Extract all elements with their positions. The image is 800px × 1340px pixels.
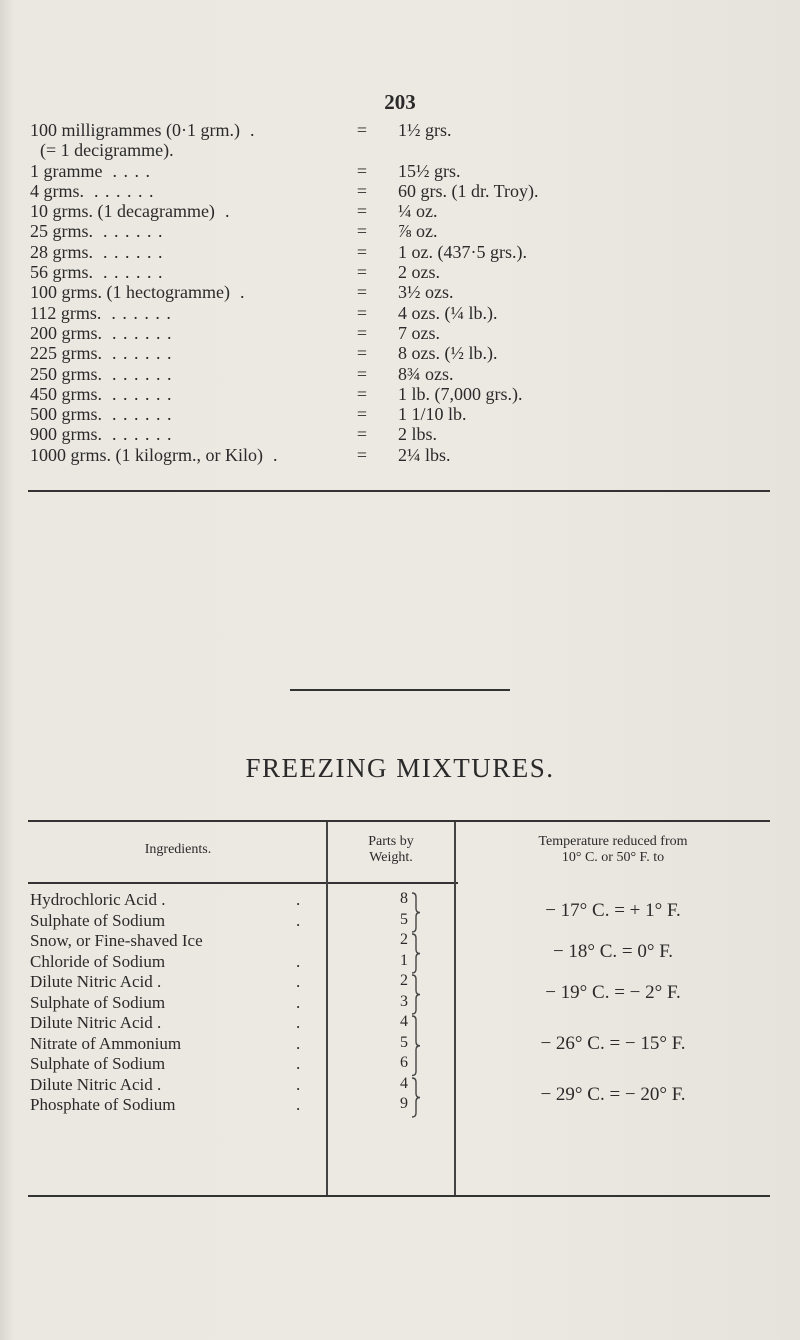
ingredient-name: Phosphate of Sodium [30, 1095, 176, 1114]
conversion-metric: 112 grms. [30, 302, 102, 323]
equals-sign: = [356, 424, 368, 445]
equals-sign: = [356, 322, 368, 343]
conversion-row [30, 323, 770, 343]
conversion-imperial: 1 lb. (7,000 grs.). [398, 383, 523, 404]
parts-by-weight: 5 [400, 1033, 408, 1051]
leader-dots: . . . . . . [112, 404, 173, 425]
temperature-reduction: − 29° C. = − 20° F. [540, 1084, 686, 1105]
conversion-imperial: 1½ grs. [398, 120, 452, 140]
parts-by-weight: 4 [400, 1074, 408, 1092]
parts-by-weight: 8 [400, 890, 408, 907]
parts-by-weight: 4 [400, 1013, 408, 1030]
conversion-row [30, 120, 770, 140]
header-temperature-line1: Temperature reduced from [538, 834, 688, 849]
leader-dot: . [296, 1013, 301, 1032]
table-bottom-rule [28, 1195, 770, 1197]
conversion-row [30, 364, 770, 384]
leader-dots: . . . . . . [112, 343, 173, 364]
header-parts [328, 834, 454, 866]
conversion-row [30, 161, 770, 181]
ingredient-name: Sulphate of Sodium [30, 992, 166, 1012]
leader-dot: . [296, 890, 301, 909]
equals-sign: = [356, 363, 368, 384]
table-top-rule [28, 820, 770, 822]
ingredient-name: Hydrochloric Acid . [30, 890, 166, 909]
conversion-row [30, 384, 770, 404]
column-divider [454, 822, 456, 1195]
leader-dots: . [239, 282, 246, 303]
conversion-metric: 500 grms. [30, 404, 102, 425]
equals-sign: = [356, 221, 368, 242]
conversion-metric: 28 grms. [30, 241, 93, 262]
leader-dots: . [249, 120, 256, 140]
conversion-row [30, 262, 770, 282]
temperature-reduction: − 18° C. = 0° F. [552, 940, 674, 962]
conversion-imperial: 2¼ lbs. [398, 444, 451, 465]
leader-dot: . [296, 910, 301, 930]
leader-dot: . [296, 1054, 301, 1073]
leader-dots: . . . . . . [103, 262, 164, 283]
temperature-reduction: − 19° C. = − 2° F. [545, 981, 681, 1003]
conversion-list [30, 120, 770, 465]
brace-icon [410, 1077, 422, 1118]
conversion-row [30, 221, 770, 241]
conversion-imperial: 60 grs. (1 dr. Troy). [398, 180, 539, 201]
section-divider [290, 689, 510, 691]
equals-sign: = [356, 201, 368, 222]
temperature-reduction: − 26° C. = − 15° F. [540, 1032, 686, 1054]
conversion-imperial: ⅞ oz. [398, 221, 438, 242]
ingredient-name: Sulphate of Sodium [30, 910, 166, 930]
ingredient-name: Chloride of Sodium [30, 951, 166, 971]
ingredient-name: Nitrate of Ammonium [30, 1033, 182, 1053]
header-ingredients: Ingredients. [144, 842, 212, 857]
conversion-row [30, 242, 770, 262]
header-temperature-line2: 10° C. or 50° F. to [561, 850, 665, 865]
equals-sign: = [356, 343, 368, 364]
ingredient-name: Snow, or Fine-shaved Ice [30, 931, 203, 950]
conversion-row [30, 140, 770, 160]
conversion-metric: 10 grms. (1 decagramme) [30, 201, 215, 222]
equals-sign: = [356, 383, 368, 404]
leader-dot: . [296, 992, 301, 1012]
ingredient-name: Dilute Nitric Acid . [30, 972, 162, 991]
leader-dots: . . . . . . [112, 322, 173, 343]
conversion-imperial: 4 ozs. (¼ lb.). [398, 302, 498, 323]
column-divider [326, 822, 328, 1195]
header-parts-line1: Parts by [368, 834, 414, 849]
parts-by-weight: 3 [400, 992, 408, 1010]
conversion-imperial: ¼ oz. [398, 201, 438, 222]
parts-by-weight: 1 [400, 951, 408, 969]
parts-by-weight: 9 [400, 1095, 408, 1112]
brace-icon [410, 974, 422, 1015]
conversion-row [30, 445, 770, 465]
conversion-imperial: 8 ozs. (½ lb.). [398, 343, 498, 364]
conversion-imperial: 15½ grs. [398, 160, 461, 181]
brace-icon [410, 1015, 422, 1077]
equals-sign: = [356, 241, 368, 262]
ingredient-name: Dilute Nitric Acid . [30, 1013, 162, 1032]
header-temperature [456, 834, 770, 866]
equals-sign: = [356, 282, 368, 303]
conversion-imperial: 1 1/10 lb. [398, 404, 467, 425]
equals-sign: = [356, 262, 368, 283]
leader-dot: . [296, 951, 301, 971]
conversion-metric: 250 grms. [30, 363, 102, 384]
conversion-imperial: 2 lbs. [398, 424, 438, 445]
conversion-metric: 1 gramme [30, 160, 103, 181]
conversion-metric: 100 milligrammes (0·1 grm.) [30, 120, 240, 140]
conversion-metric: 100 grms. (1 hectogramme) [30, 282, 230, 303]
table-header-rule [28, 882, 458, 884]
header-parts-line2: Weight. [369, 850, 413, 865]
conversion-metric: 1000 grms. (1 kilogrm., or Kilo) [30, 444, 263, 465]
leader-dot: . [296, 1074, 301, 1094]
leader-dots: . . . . . . [112, 363, 173, 384]
conversion-metric: 225 grms. [30, 343, 102, 364]
parts-by-weight: 2 [400, 972, 408, 989]
ingredient-name: Sulphate of Sodium [30, 1054, 166, 1073]
conversion-imperial: 1 oz. (437·5 grs.). [398, 241, 527, 262]
conversion-metric: 56 grms. [30, 262, 93, 283]
section-rule [28, 490, 770, 492]
equals-sign: = [356, 160, 368, 181]
equals-sign: = [356, 302, 368, 323]
conversion-row [30, 181, 770, 201]
leader-dots: . . . . . . [94, 180, 155, 201]
conversion-row [30, 424, 770, 444]
equals-sign: = [356, 444, 368, 465]
conversion-row [30, 282, 770, 302]
conversion-imperial: 8¾ ozs. [398, 363, 454, 384]
conversion-metric: 200 grms. [30, 322, 102, 343]
leader-dots: . . . . . . [103, 221, 164, 242]
equals-sign: = [356, 404, 368, 425]
ingredient-name: Dilute Nitric Acid . [30, 1074, 162, 1094]
conversion-row [30, 303, 770, 323]
leader-dots: . . . . [112, 160, 151, 181]
conversion-imperial: 2 ozs. [398, 262, 440, 283]
freezing-mixtures-table [28, 820, 770, 1200]
conversion-row [30, 343, 770, 363]
leader-dots: . [272, 444, 279, 465]
page-number: 203 [384, 90, 416, 114]
conversion-metric: 25 grms. [30, 221, 93, 242]
freezing-mixtures-heading: FREEZING MIXTURES. [245, 753, 555, 783]
leader-dots: . . . . . . [103, 241, 164, 262]
conversion-imperial: 3½ ozs. [398, 282, 454, 303]
conversion-row [30, 404, 770, 424]
leader-dots: . . . . . . [112, 383, 173, 404]
leader-dots: . . . . . . [111, 302, 172, 323]
leader-dot: . [296, 972, 301, 991]
leader-dot: . [296, 1033, 301, 1053]
equals-sign: = [356, 180, 368, 201]
parts-by-weight: 6 [400, 1054, 408, 1071]
parts-by-weight: 2 [400, 931, 408, 948]
conversion-metric: 4 grms. [30, 180, 84, 201]
leader-dots: . [224, 201, 231, 222]
conversion-metric: 900 grms. [30, 424, 102, 445]
temperature-reduction: − 17° C. = + 1° F. [545, 899, 681, 921]
conversion-row [30, 201, 770, 221]
parts-by-weight: 5 [400, 910, 408, 928]
conversion-metric: (= 1 decigramme). [40, 140, 174, 161]
conversion-metric: 450 grms. [30, 383, 102, 404]
leader-dots: . . . . . . [112, 424, 173, 445]
equals-sign: = [356, 120, 368, 140]
brace-icon [410, 892, 422, 933]
brace-icon [410, 933, 422, 974]
leader-dot: . [296, 1095, 301, 1114]
conversion-imperial: 7 ozs. [398, 322, 440, 343]
